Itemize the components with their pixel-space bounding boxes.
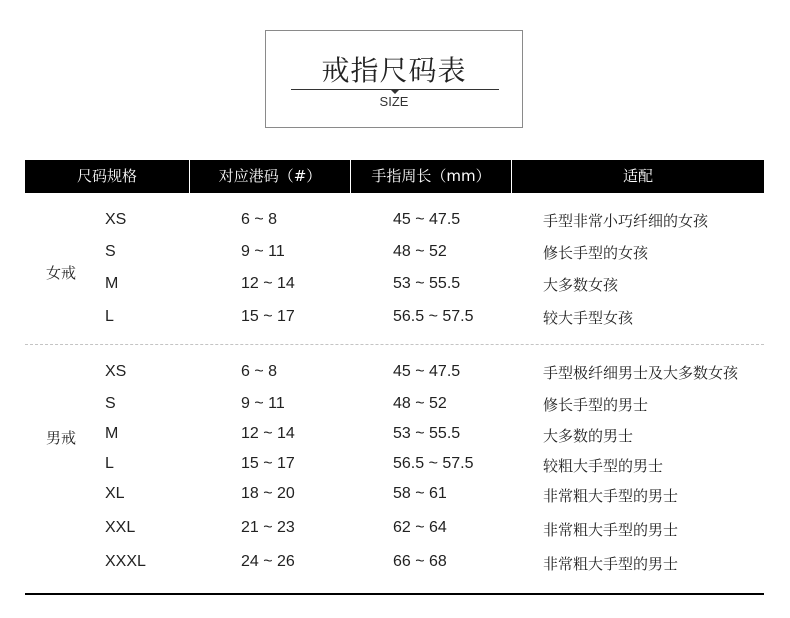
table-header	[25, 160, 764, 193]
title-box	[265, 30, 523, 128]
circumference-cell: 45 ~ 47.5	[393, 363, 461, 380]
size-cell: M	[105, 275, 119, 292]
size-cell: XXXL	[105, 553, 146, 570]
table-bottom-rule	[25, 593, 764, 595]
circumference-cell: 56.5 ~ 57.5	[393, 308, 474, 325]
hk-size-cell: 21 ~ 23	[241, 519, 295, 536]
header-fit: 适配	[622, 167, 653, 185]
hk-size-cell: 12 ~ 14	[241, 425, 295, 442]
header-size: 尺码规格	[76, 167, 137, 185]
size-cell: XL	[105, 485, 125, 502]
fit-cell: 修长手型的男士	[543, 396, 649, 414]
fit-cell: 非常粗大手型的男士	[543, 487, 679, 505]
hk-size-cell: 6 ~ 8	[241, 211, 278, 228]
hk-size-cell: 9 ~ 11	[241, 243, 285, 260]
size-cell: XS	[105, 363, 127, 380]
size-cell: S	[105, 243, 116, 260]
size-cell: L	[105, 308, 114, 325]
circumference-cell: 53 ~ 55.5	[393, 275, 461, 292]
size-cell: L	[105, 455, 114, 472]
circumference-cell: 45 ~ 47.5	[393, 211, 461, 228]
fit-cell: 手型非常小巧纤细的女孩	[543, 212, 709, 230]
hk-size-cell: 15 ~ 17	[241, 308, 295, 325]
fit-cell: 手型极纤细男士及大多数女孩	[543, 364, 739, 382]
fit-cell: 较大手型女孩	[543, 309, 634, 327]
header-hk-size: 对应港码（#）	[218, 167, 322, 185]
hk-size-cell: 6 ~ 8	[241, 363, 278, 380]
size-cell: XS	[105, 211, 127, 228]
group-label-women: 女戒	[46, 264, 77, 282]
hk-size-cell: 9 ~ 11	[241, 395, 285, 412]
hk-size-cell: 24 ~ 26	[241, 553, 295, 570]
circumference-cell: 62 ~ 64	[393, 519, 447, 536]
group-divider	[25, 344, 764, 345]
fit-cell: 大多数的男士	[543, 427, 634, 445]
size-cell: M	[105, 425, 119, 442]
header-circumference: 手指周长（mm）	[371, 167, 491, 185]
page-subtitle: SIZE	[379, 94, 409, 109]
hk-size-cell: 12 ~ 14	[241, 275, 295, 292]
fit-cell: 大多数女孩	[543, 276, 619, 294]
hk-size-cell: 18 ~ 20	[241, 485, 295, 502]
fit-cell: 非常粗大手型的男士	[543, 521, 679, 539]
circumference-cell: 58 ~ 61	[393, 485, 447, 502]
hk-size-cell: 15 ~ 17	[241, 455, 295, 472]
page-title: 戒指尺码表	[321, 54, 467, 87]
circumference-cell: 53 ~ 55.5	[393, 425, 461, 442]
fit-cell: 较粗大手型的男士	[543, 457, 664, 475]
circumference-cell: 66 ~ 68	[393, 553, 447, 570]
circumference-cell: 56.5 ~ 57.5	[393, 455, 474, 472]
circumference-cell: 48 ~ 52	[393, 395, 447, 412]
circumference-cell: 48 ~ 52	[393, 243, 447, 260]
group-label-men: 男戒	[46, 429, 77, 447]
fit-cell: 非常粗大手型的男士	[543, 555, 679, 573]
size-cell: XXL	[105, 519, 136, 536]
size-cell: S	[105, 395, 116, 412]
fit-cell: 修长手型的女孩	[543, 244, 649, 262]
